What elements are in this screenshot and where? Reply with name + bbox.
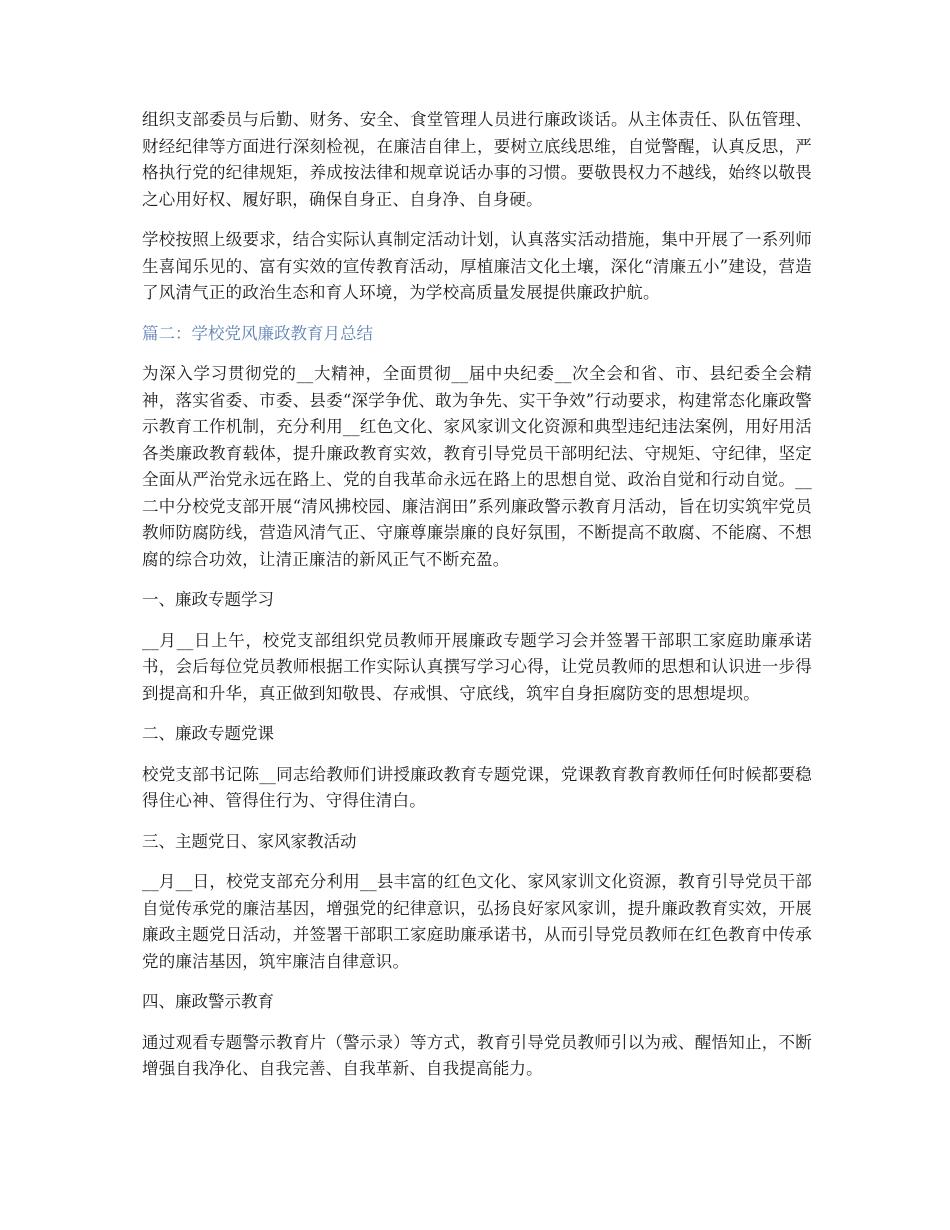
paragraph-intro: 为深入学习贯彻党的__大精神，全面贯彻__届中央纪委__次全会和省、市、县纪委全会精神，落实省委、市委、县委“深学争优、敢为争先、实干争效”行动要求，构建常态化廉政警示教育工作机制，充分利用__红色文化、家风家训文化资源和典型违纪违法案例，用好用活各类廉政教育载体，提升廉政教育实效，教育引导党员干部明纪法、守规矩、守纪律，坚定全面从严治党永远在路上、党的自我革命永远在路上的思想自觉、政治自觉和行动自觉。__二中分校党支部开展“清风拂校园、廉洁润田”系列廉政警示教育月活动，旨在切实筑牢党员教师防腐防线，营造风清气正、守廉尊廉崇廉的良好氛围，不断提高不敢腐、不能腐、不想腐的综合功效，让清正廉洁的新风正气不断充盈。 [142,364,812,569]
paragraph-integrity-talk: 组织支部委员与后勤、财务、安全、食堂管理人员进行廉政谈话。从主体责任、队伍管理、财经纪律等方面进行深刻检视，在廉洁自律上，要树立底线思维，自觉警醒，认真反思，严格执行党的纪律规矩，养成按法律和规章说话办事的习惯。要敬畏权力不越线，始终以敬畏之心用好权、履好职，确保自身正、自身净、自身硬。 [142,110,812,209]
subheading-party-day: 三、主题党日、家风家教活动 [142,831,357,851]
document-page [142,107,812,1097]
subheading-warning-education: 四、廉政警示教育 [142,992,274,1011]
subheading-party-lecture: 二、廉政专题党课 [142,724,274,743]
paragraph-party-day: __月__日，校党支部充分利用__县丰富的红色文化、家风家训文化资源，教育引导党员干部自觉传承党的廉洁基因，增强党的纪律意识，弘扬良好家风家训，提升廉政教育实效，开展廉政主题党日活动，并签署干部职工家庭助廉承诺书，从而引导党员教师在红色教育中传承党的廉洁基因，筑牢廉洁自律意识。 [142,872,812,971]
paragraph-study: __月__日上午，校党支部组织党员教师开展廉政专题学习会并签署干部职工家庭助廉承诺书，会后每位党员教师根据工作实际认真撰写学习心得，让党员教师的思想和认识进一步得到提高和升华，真正做到知敬畏、存戒惧、守底线，筑牢自身拒腐防变的思想堤坝。 [142,630,812,703]
paragraph-activity-plan: 学校按照上级要求，结合实际认真制定活动计划，认真落实活动措施，集中开展了一系列师生喜闻乐见的、富有实效的宣传教育活动，厚植廉洁文化土壤，深化“清廉五小”建设，营造了风清气正的政治生态和育人环境，为学校高质量发展提供廉政护航。 [142,230,812,302]
paragraph-party-lecture: 校党支部书记陈__同志给教师们讲授廉政教育专题党课，党课教育教育教师任何时候都要稳得住心神、管得住行为、守得住清白。 [142,764,812,810]
section-heading-part-two: 篇二：学校党风廉政教育月总结 [142,323,373,343]
subheading-study: 一、廉政专题学习 [142,590,274,609]
paragraph-warning-education: 通过观看专题警示教育片（警示录）等方式，教育引导党员教师引以为戒、醒悟知止，不断增强自我净化、自我完善、自我革新、自我提高能力。 [142,1032,812,1078]
